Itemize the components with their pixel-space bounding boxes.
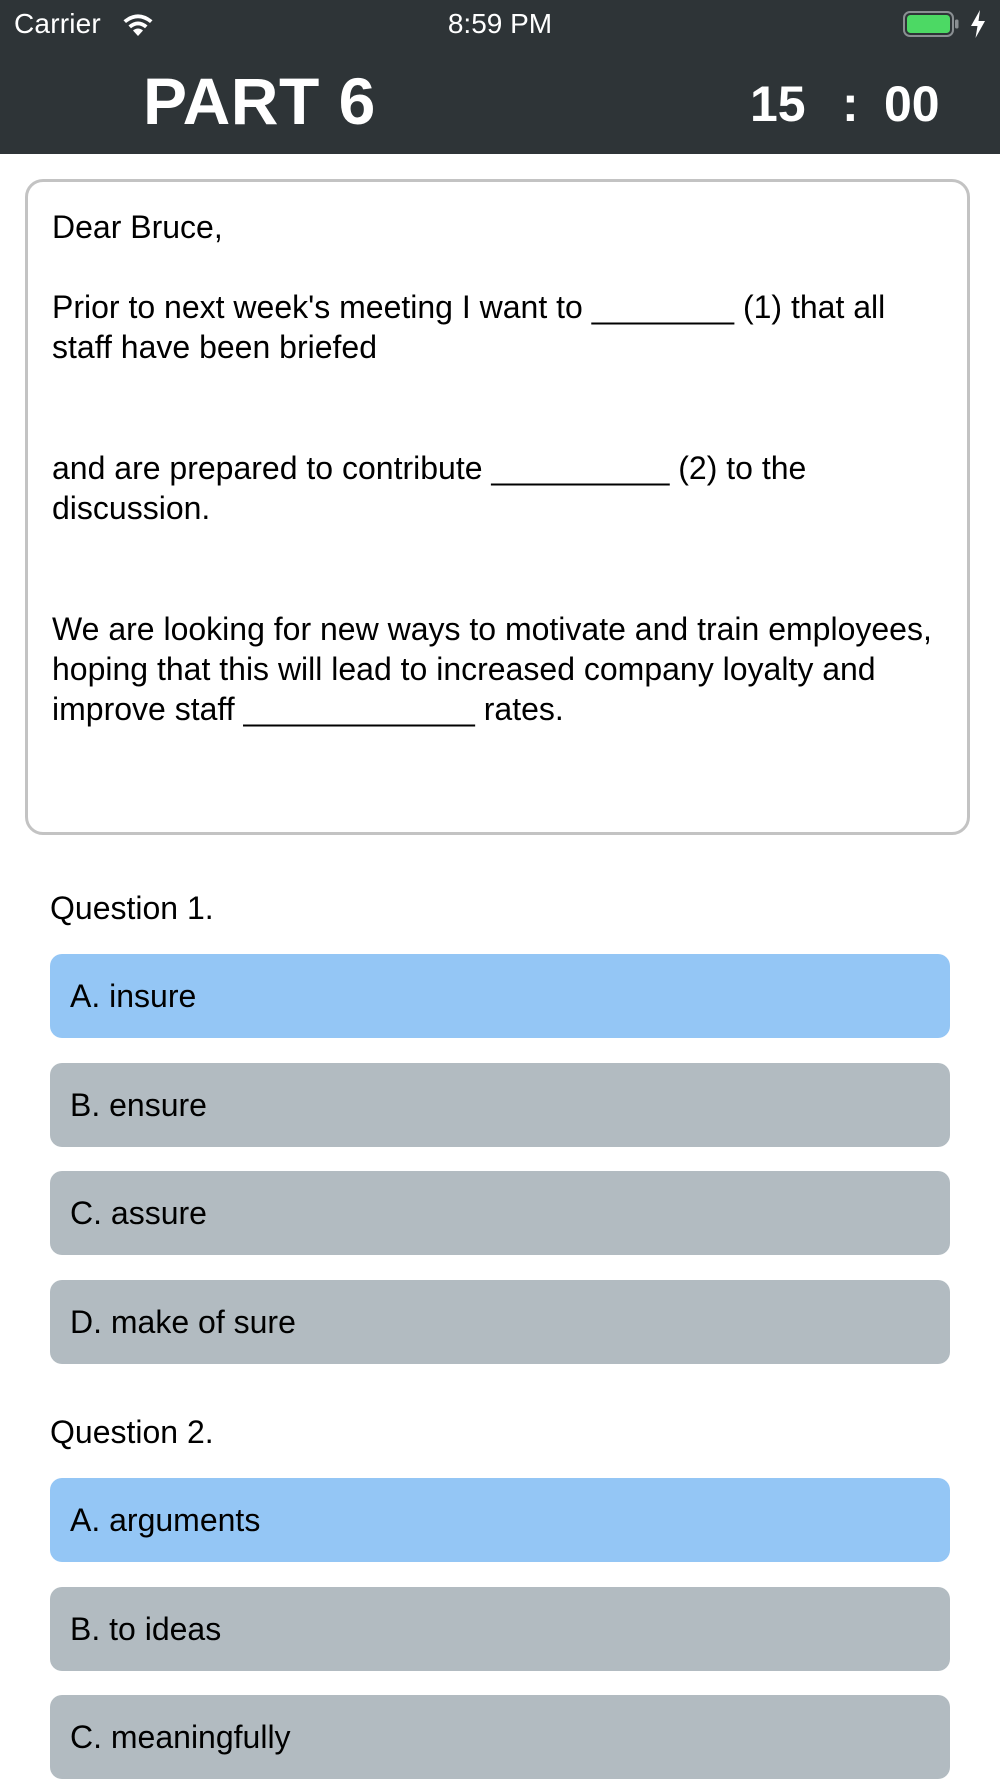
passage-greeting: Dear Bruce, [52, 209, 223, 245]
question-2-option-a[interactable]: A. arguments [50, 1478, 950, 1562]
charging-bolt-icon [969, 9, 987, 39]
top-bar [0, 0, 1000, 154]
carrier-label: Carrier [14, 8, 101, 39]
timer-minutes: 15 [750, 76, 806, 132]
question-2-option-b[interactable]: B. to ideas [50, 1587, 950, 1671]
battery-icon [903, 11, 959, 37]
page-title: PART 6 [143, 64, 376, 138]
passage-paragraph-2: and are prepared to contribute __________ (2) to the discussion. [52, 450, 816, 526]
question-1-label: Question 1. [50, 890, 214, 926]
question-2-option-c[interactable]: C. meaningfully [50, 1695, 950, 1779]
timer-separator: : [842, 76, 859, 132]
timer-seconds: 00 [884, 76, 940, 132]
question-1-option-a[interactable]: A. insure [50, 954, 950, 1038]
passage-paragraph-1: Prior to next week's meeting I want to ________ (1) that all staff have been briefed [52, 289, 895, 365]
question-1-option-b[interactable]: B. ensure [50, 1063, 950, 1147]
passage-paragraph-3: We are looking for new ways to motivate and train employees, hoping that this will lead to increased company loyalty and improve staff _____________ rates. [52, 611, 941, 727]
status-bar [0, 0, 1000, 50]
question-2-label: Question 2. [50, 1414, 214, 1450]
question-1-option-d[interactable]: D. make of sure [50, 1280, 950, 1364]
status-time: 8:59 PM [447, 8, 553, 39]
question-1-option-c[interactable]: C. assure [50, 1171, 950, 1255]
